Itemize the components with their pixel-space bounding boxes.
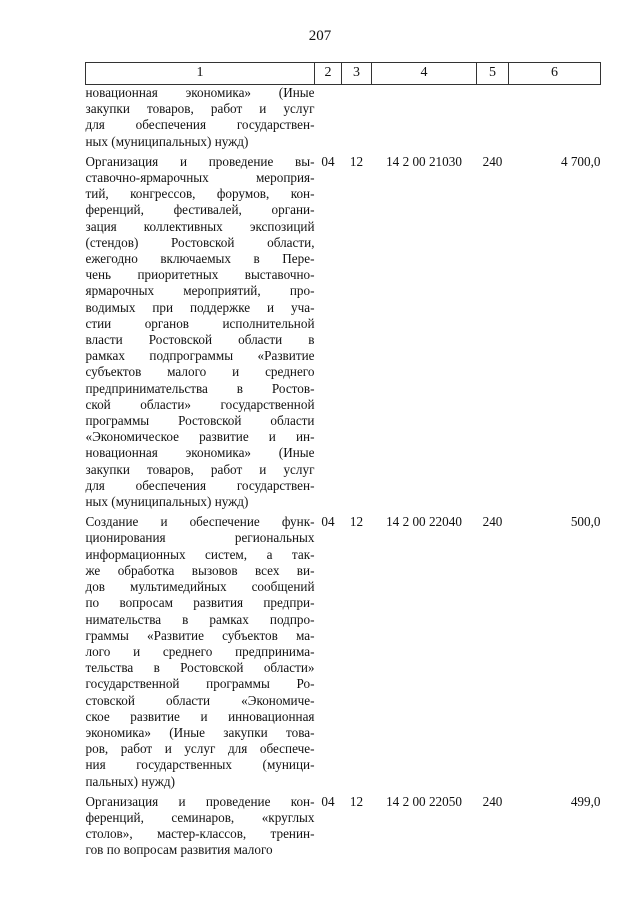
table-row — [86, 150, 601, 510]
description-line: по вопросам развития предпри- — [85, 595, 315, 611]
description-line: государственной программы Ро- — [85, 676, 315, 692]
column-header-5: 5 — [477, 63, 509, 85]
subsection-code: 12 — [349, 153, 364, 169]
table-row-continuation — [86, 85, 601, 150]
description-line: Создание и обеспечение функ- — [85, 514, 315, 530]
expense-type-code: 240 — [482, 793, 503, 809]
amount: 500,0 — [570, 514, 601, 530]
description-line: тельства в Ростовской области» — [85, 660, 315, 676]
description-line: (стендов) Ростовской области, — [85, 234, 315, 250]
target-article-code: 14 2 00 22040 — [386, 514, 462, 530]
description-line: ставочно-ярмарочных мероприя- — [85, 170, 315, 186]
column-header-3: 3 — [342, 63, 372, 85]
description-line: предпринимательства в Ростов- — [85, 380, 315, 396]
description-line: информационных систем, а так- — [85, 546, 315, 562]
target-article-code: 14 2 00 21030 — [386, 153, 462, 169]
description-line: нимательства в рамках подпро- — [85, 611, 315, 627]
amount: 4 700,0 — [560, 153, 601, 169]
description-line: ежегодно включаемых в Пере- — [85, 251, 315, 267]
table-header-row — [86, 63, 601, 85]
row-description — [86, 510, 315, 789]
description-line: граммы «Развитие субъектов ма- — [85, 627, 315, 643]
amount: 499,0 — [570, 793, 601, 809]
description-line: столов», мастер-классов, тренин- — [85, 826, 315, 842]
table-row — [86, 510, 601, 789]
description-line: чень приоритетных выставочно- — [85, 267, 315, 283]
description-line: же обработка вызовов всех ви- — [85, 562, 315, 578]
description-line: закупки товаров, работ и услуг — [85, 461, 315, 477]
description-line: лого и среднего предпринима- — [85, 643, 315, 659]
target-article-code: 14 2 00 22050 — [386, 793, 462, 809]
subsection-code: 12 — [349, 514, 364, 530]
subsection-code: 12 — [349, 793, 364, 809]
description-line: дов мультимедийных сообщений — [85, 579, 315, 595]
description-line: ров, работ и услуг для обеспече- — [85, 741, 315, 757]
row-description — [86, 85, 315, 150]
description-line: новационная экономика» (Иные — [85, 85, 315, 100]
page-number: 207 — [308, 28, 332, 44]
description-line: субъектов малого и среднего — [85, 364, 315, 380]
description-line: власти Ростовской области в — [85, 332, 315, 348]
section-code: 04 — [321, 153, 335, 169]
description-line: ных (муниципальных) нужд) — [85, 494, 249, 510]
description-line: новационная экономика» (Иные — [85, 445, 315, 461]
description-line: гов по вопросам развития малого — [85, 842, 273, 858]
section-code: 04 — [321, 514, 335, 530]
expense-type-code: 240 — [482, 514, 503, 530]
description-line: программы Ростовской области — [85, 413, 315, 429]
column-header-6: 6 — [509, 63, 601, 85]
description-line: тий, конгрессов, форумов, кон- — [85, 186, 315, 202]
budget-table — [85, 62, 601, 859]
description-line: пальных) нужд) — [85, 773, 176, 789]
row-description — [86, 150, 315, 510]
description-line: экономика» (Иные закупки това- — [85, 724, 315, 740]
description-line: «Экономическое развитие и ин- — [85, 429, 315, 445]
column-header-4: 4 — [372, 63, 477, 85]
description-line: ференций, фестивалей, органи- — [85, 202, 315, 218]
row-description — [86, 790, 315, 859]
description-line: ское развитие и инновационная — [85, 708, 315, 724]
description-line: стии органов исполнительной — [85, 315, 315, 331]
description-line: стовской области «Экономиче- — [85, 692, 315, 708]
description-line: ных (муниципальных) нужд) — [85, 133, 249, 149]
description-line: ской области» государственной — [85, 396, 315, 412]
expense-type-code: 240 — [482, 153, 503, 169]
section-code: 04 — [321, 793, 335, 809]
description-line: Организация и проведение вы- — [85, 153, 315, 169]
column-header-1: 1 — [86, 63, 315, 85]
description-line: ярмарочных мероприятий, про- — [85, 283, 315, 299]
description-line: ференций, семинаров, «круглых — [85, 809, 315, 825]
description-line: закупки товаров, работ и услуг — [85, 101, 315, 117]
description-line: Организация и проведение кон- — [85, 793, 315, 809]
description-line: ционирования региональных — [85, 530, 315, 546]
description-line: ния государственных (муници- — [85, 757, 315, 773]
description-line: рамках подпрограммы «Развитие — [85, 348, 315, 364]
description-line: водимых при поддержке и уча- — [85, 299, 315, 315]
description-line: для обеспечения государствен- — [85, 477, 315, 493]
table-row — [86, 790, 601, 859]
description-line: зация коллективных экспозиций — [85, 218, 315, 234]
description-line: для обеспечения государствен- — [85, 117, 315, 133]
column-header-2: 2 — [315, 63, 342, 85]
